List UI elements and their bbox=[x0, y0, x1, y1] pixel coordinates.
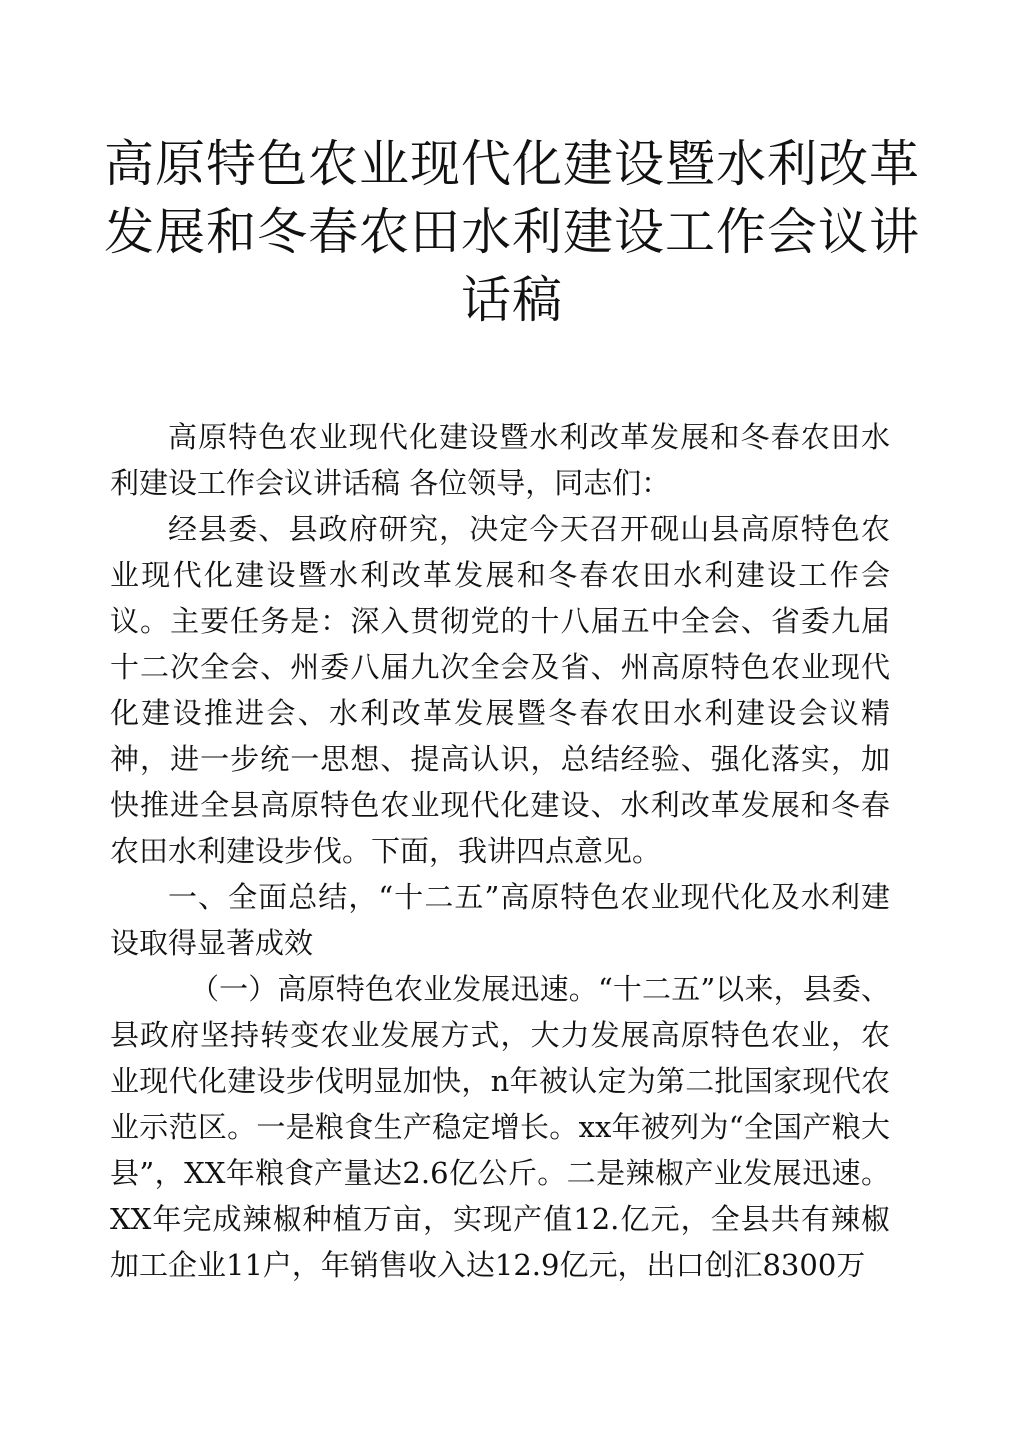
paragraph-heading-greeting: 高原特色农业现代化建设暨水利改革发展和冬春农田水利建设工作会议讲话稿 各位领导，同志们： bbox=[110, 420, 890, 500]
paragraph-subsection-1: （一）高原特色农业发展迅速。“十二五”以来，县委、县政府坚持转变农业发展方式，大力发展高原特色农业，农业现代化建设步伐明显加快，n年被认定为第二批国家现代农业示范区。一是粮食生产稳定增长。xx年被列为“全国产粮大县”，XX年粮食产量达2.6亿公斤。二是辣椒产业发展迅速。XX年完成辣椒种植万亩，实现产值12.亿元，全县共有辣椒加工企业11户，年销售收入达12.9亿元，出口创汇8300万 bbox=[110, 972, 890, 1282]
paragraph-intro: 经县委、县政府研究，决定今天召开砚山县高原特色农业现代化建设暨水利改革发展和冬春农田水利建设工作会议。主要任务是：深入贯彻党的十八届五中全会、省委九届十二次全会、州委八届九次全会及省、州高原特色农业现代化建设推进会、水利改革发展暨冬春农田水利建设会议精神，进一步统一思想、提高认识，总结经验、强化落实，加快推进全县高原特色农业现代化建设、水利改革发展和冬春农田水利建设步伐。下面，我讲四点意见。 bbox=[110, 512, 890, 868]
document-body bbox=[110, 414, 890, 1288]
document-title bbox=[100, 130, 924, 334]
section-heading-1: 一、全面总结，“十二五”高原特色农业现代化及水利建设取得显著成效 bbox=[110, 880, 890, 960]
title-line-2: 发展和冬春农田水利建设工作会议讲 bbox=[104, 203, 920, 261]
title-line-1: 高原特色农业现代化建设暨水利改革 bbox=[104, 135, 920, 193]
title-line-3: 话稿 bbox=[461, 271, 563, 329]
